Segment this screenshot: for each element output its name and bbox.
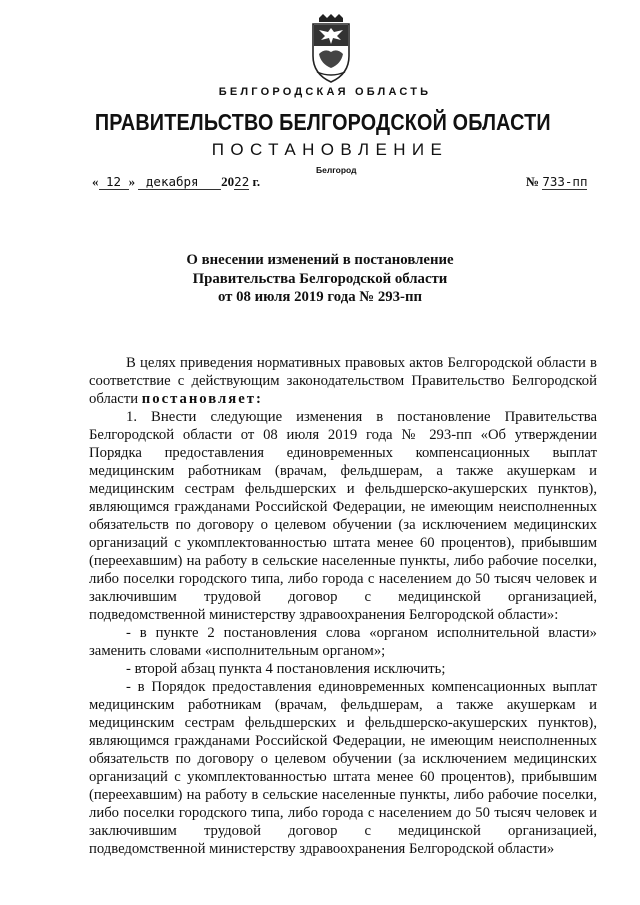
- item-1-paragraph: 1. Внести следующие изменения в постановление Правительства Белгородской области от 08 июля 2019 года № 293-пп «Об утверждении Порядка предоставления единовременных компенсационных выплат медицинским работникам (врачам, фельдшерам, а также акушеркам и медицинским сестрам фельдшерских и фельдшерско-акушерских пунктов), являющимся гражданами Российской Федерации, не имеющим неисполненных обязательств по договору о целевом обучении (за исключением медицинских организаций с укомплектованностью штата менее 60 процентов), прибывшим (переехавшим) на работу в сельские населенные пункты, либо рабочие поселки, либо поселки городского типа, либо города с населением до 50 тысяч человек и заключившим трудовой договор с медицинской организацией, подведомственной министерству здравоохранения Белгородской области»:: [89, 409, 597, 623]
- belgorod-coat-of-arms-icon: [299, 14, 363, 84]
- subitem-2-paragraph: - второй абзац пункта 4 постановления исключить;: [126, 661, 446, 677]
- document-title: [0, 251, 640, 307]
- date-year-unit: г.: [252, 174, 261, 189]
- government-name: ПРАВИТЕЛЬСТВО БЕЛГОРОДСКОЙ ОБЛАСТИ: [94, 109, 551, 135]
- intro-paragraph: В целях приведения нормативных правовых актов Белгородской области в соответствие с действующим законодательством Правительство Белгородской области постановляет:: [89, 355, 597, 407]
- city-name: Белгород: [316, 165, 357, 175]
- title-line-3: от 08 июля 2019 года № 293-пп: [217, 289, 423, 305]
- date-close-quote: »: [128, 174, 136, 189]
- title-line-2: Правительства Белгородской области: [192, 270, 448, 287]
- date-day: 12: [99, 174, 129, 190]
- document-body: [89, 354, 597, 858]
- document-number: [526, 174, 587, 190]
- document-type: ПОСТАНОВЛЕНИЕ: [211, 140, 449, 159]
- number-value: 733-пп: [542, 174, 588, 189]
- date-year-prefix: 20: [221, 174, 235, 189]
- date-year-suffix: 22: [234, 174, 250, 189]
- number-label: №: [526, 174, 540, 189]
- document-date: [92, 174, 260, 190]
- title-line-1: О внесении изменений в постановление: [186, 252, 454, 268]
- date-open-quote: «: [92, 174, 99, 189]
- decree-word: постановляет: [141, 391, 256, 407]
- subitem-3-paragraph: - в Порядок предоставления единовременных компенсационных выплат медицинским работникам (врачам, фельдшерам, а также акушеркам и медицинским сестрам фельдшерских и фельдшерско-акушерских пунктов), являющимся гражданами Российской Федерации, не имеющим неисполненных обязательств по договору о целевом обучении (за исключением медицинских организаций с укомплектованностью штата менее 60 процентов), прибывшим (переехавшим) на работу в сельские населенные пункты, либо рабочие поселки, либо поселки городского типа, либо города с населением до 50 тысяч человек и заключившим трудовой договор с медицинской организацией, подведомственной министерству здравоохранения Белгородской области»: [89, 679, 597, 857]
- date-month: декабря: [138, 174, 221, 190]
- region-name: БЕЛГОРОДСКАЯ ОБЛАСТЬ: [218, 86, 432, 98]
- subitem-1-paragraph: - в пункте 2 постановления слова «органом исполнительной власти» заменить словами «исполнительным органом»;: [89, 625, 597, 659]
